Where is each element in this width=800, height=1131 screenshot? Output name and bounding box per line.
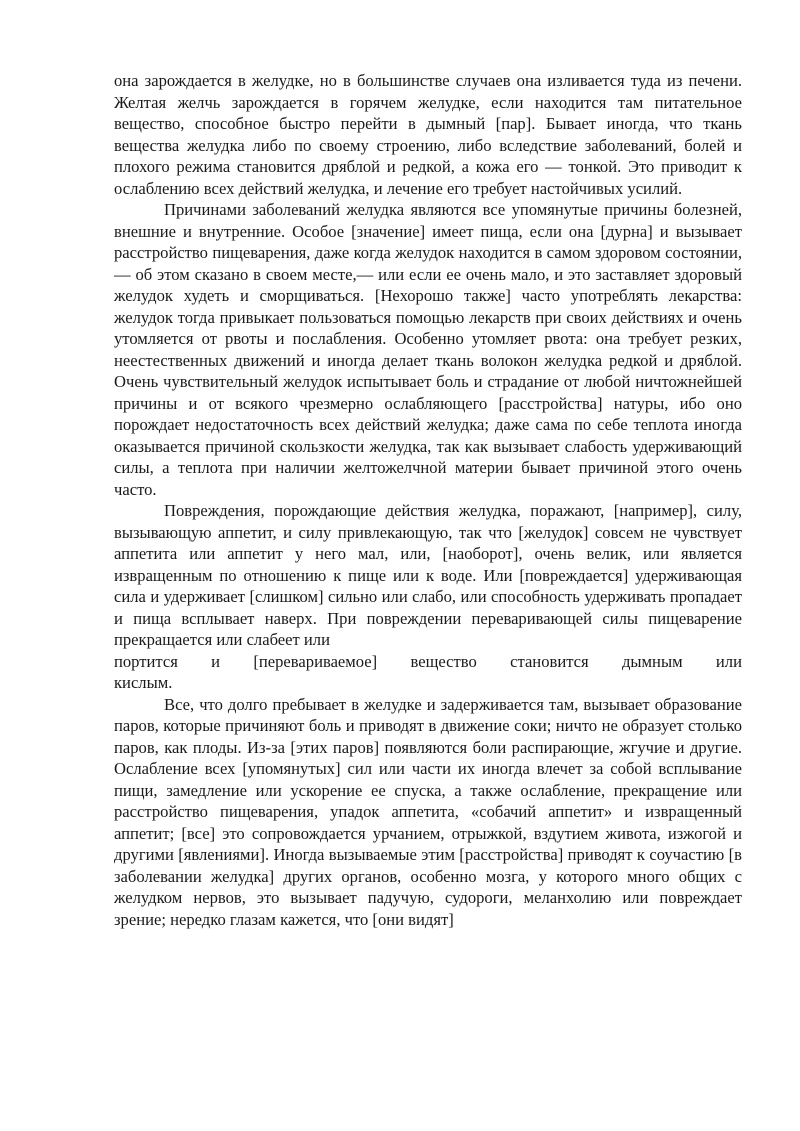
paragraph-3-spread-line	[114, 651, 742, 673]
word: [перевариваемое]	[253, 651, 378, 671]
paragraph-3: Повреждения, порождающие действия желудка, поражают, [например], силу, вызывающую аппетит, и силу привлекающую, так что [желудок] совсем не чувствует аппетита или аппетит у него мал, или, [наоборот], очень велик, или является извращенным по отношению к пище или к воде. Или [повреждается] удерживающая сила и удерживает [слишком] сильно или слабо, или способность удерживать пропадает и пища всплывает наверх. При повреждении переваривающей силы пищеварение прекращается или слабеет или	[114, 501, 742, 649]
word: или	[715, 651, 742, 671]
paragraph-3-end: кислым.	[114, 673, 173, 692]
word: портится	[114, 651, 178, 671]
word: и	[211, 651, 221, 671]
word: дымным	[621, 651, 683, 671]
word: становится	[510, 651, 589, 671]
document-page	[114, 70, 742, 930]
word: вещество	[410, 651, 477, 671]
paragraph-4: Все, что долго пребывает в желудке и задерживается там, вызывает образование паров, которые причиняют боль и приводят в движение соки; ничто не образует столько паров, как плоды. Из-за [этих паров] появляются боли распирающие, жгучие и другие. Ослабление всех [упомянутых] сил или части их иногда влечет за собой всплывание пищи, замедление или ускорение ее спуска, а также ослабление, прекращение или расстройство пищеварения, упадок аппетита, «собачий аппетит» и извращенный аппетит; [все] это сопровождается урчанием, отрыжкой, вздутием живота, изжогой и другими [явлениями]. Иногда вызываемые этим [расстройства] приводят к соучастию [в заболевании желудка] других органов, особенно мозга, у которого много общих с желудком нервов, это вызывает падучую, судороги, меланхолию или повреждает зрение; нередко глазам кажется, что [они видят]	[114, 694, 742, 929]
paragraph-2: Причинами заболеваний желудка являются все упомянутые причины болезней, внешние и внутренние. Особое [значение] имеет пища, если она [дурна] и вызывает расстройство пищеварения, даже когда желудок находится в самом здоровом состоянии,— об этом сказано в своем месте,— или если ее очень мало, и это заставляет здоровый желудок худеть и сморщиваться. [Нехорошо также] часто употреблять лекарства: желудок тогда привыкает пользоваться помощью лекарств при своих действиях и очень утомляется от рвоты и послабления. Особенно утомляет рвота: она требует резких, неестественных движений и иногда делает ткань волокон желудка редкой и дряблой. Очень чувствительный желудок испытывает боль и страдание от любой ничтожнейшей причины и от всякого чрезмерно ослабляющего [расстройства] натуры, ибо оно порождает недостаточность всех действий желудка; даже сама по себе теплота иногда оказывается причиной скользкости желудка, так как вызывает слабость удерживающий силы, а теплота при наличии желтожелчной материи бывает причиной этого очень часто.	[114, 200, 742, 499]
paragraph-1: она зарождается в желудке, но в большинстве случаев она изливается туда из печени. Желтая желчь зарождается в горячем желудке, если находится там питательное вещество, способное быстро перейти в дымный [пар]. Бывает иногда, что ткань вещества желудка либо по своему строению, либо вследствие заболеваний, болей и плохого режима становится дряблой и редкой, а кожа его — тонкой. Это приводит к ослаблению всех действий желудка, и лечение его требует настойчивых усилий.	[114, 71, 742, 198]
